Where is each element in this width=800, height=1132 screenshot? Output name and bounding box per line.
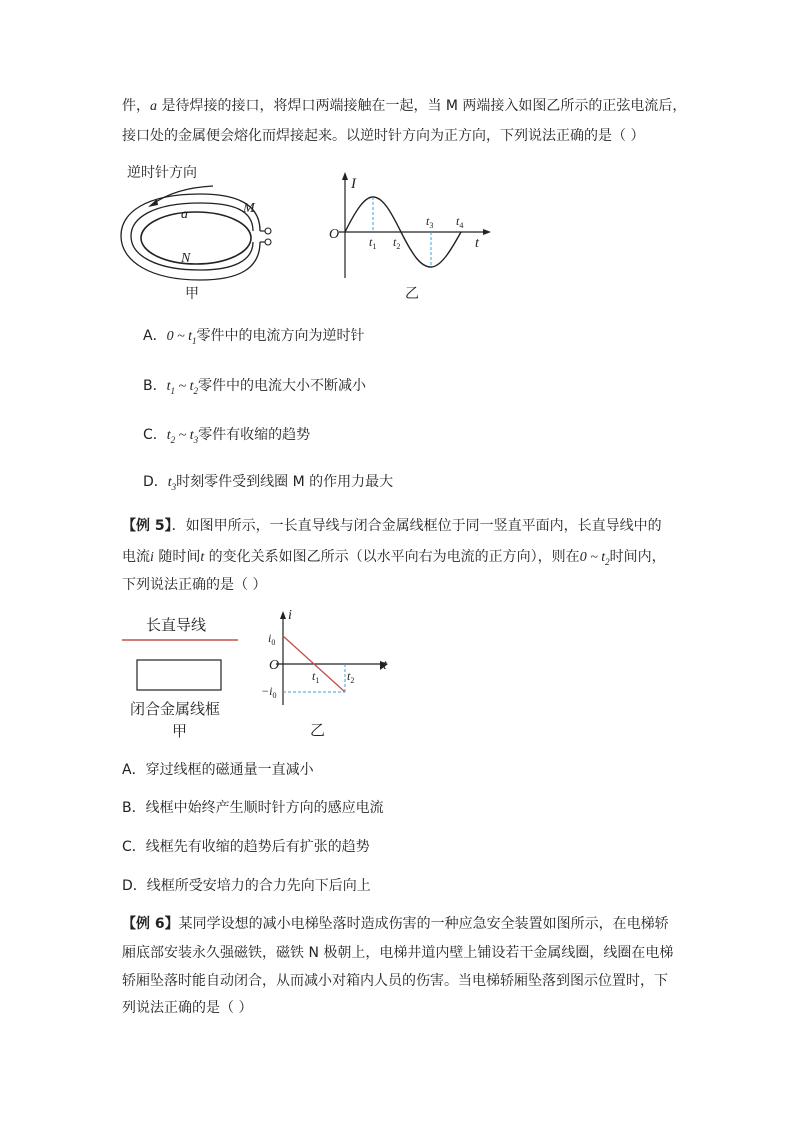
label-a: a bbox=[181, 207, 188, 222]
label-t-2: t bbox=[383, 658, 387, 673]
coil-M-inner bbox=[131, 203, 253, 270]
ex6-line-3: 轿厢坠落时能自动闭合，从而减小对箱内人员的伤害。当电梯轿厢坠落到图示位置时，下 bbox=[122, 973, 668, 989]
ccw-label: 逆时针方向 bbox=[127, 165, 197, 181]
ex5-line-1: 【例 5】．如图甲所示，一长直导线与闭合金属线框位于同一竖直平面内，长直导线中的 bbox=[122, 518, 662, 534]
intro-line-2: 接口处的金属便会熔化而焊接起来。以逆时针方向为正方向，下列说法正确的是（ ） bbox=[122, 128, 645, 144]
intro-text: 是待焊接的接口，将焊口两端接触在一起，当 M 两端接入如图乙所示的正弦电流后， bbox=[157, 98, 687, 114]
terminal-bottom bbox=[265, 239, 271, 245]
metal-frame bbox=[137, 660, 221, 690]
ex5-line-3: 下列说法正确的是（ ） bbox=[122, 577, 267, 593]
ex5-line-2: 电流i 随时间t 的变化关系如图乙所示（以水平向右为电流的正方向），则在0 ~ $t_2$时间内， bbox=[122, 549, 666, 567]
terminal-top bbox=[265, 228, 271, 234]
tick-t3: $t_3$ bbox=[426, 214, 434, 230]
label-i0: $i_0$ bbox=[268, 631, 276, 647]
coil-M-outer bbox=[121, 194, 260, 280]
q4-option-b[interactable]: B．$t_1$ ~ $t_2$零件中的电流大小不断减小 bbox=[143, 378, 366, 396]
q4-option-d[interactable]: D．$t_3$时刻零件受到线圈 M 的作用力最大 bbox=[143, 474, 394, 492]
label-N: N bbox=[181, 251, 191, 266]
figure-current-graph bbox=[258, 605, 398, 740]
q5-option-b[interactable]: B．线框中始终产生顺时针方向的感应电流 bbox=[122, 800, 384, 816]
label-neg-i0: $-i_0$ bbox=[261, 684, 277, 700]
q5-option-a[interactable]: A．穿过线框的磁通量一直减小 bbox=[122, 762, 314, 778]
caption-yi: 乙 bbox=[405, 286, 419, 302]
tick-t1-2: $t_1$ bbox=[312, 669, 320, 685]
figure-coil bbox=[115, 158, 295, 302]
ex5-tag: 【例 5】 bbox=[122, 518, 172, 534]
figure-sine-graph bbox=[325, 170, 495, 300]
var-a: a bbox=[150, 99, 157, 114]
ex6-line-1: 【例 6】某同学设想的减小电梯坠落时造成伤害的一种应急安全装置如图所示，在电梯轿 bbox=[122, 916, 669, 932]
caption-jia: 甲 bbox=[185, 286, 199, 302]
tick-t2-2: $t_2$ bbox=[347, 669, 355, 685]
frame-label: 闭合金属线框 bbox=[130, 700, 221, 718]
label-i: i bbox=[288, 608, 292, 623]
ex6-line-4: 列说法正确的是（ ） bbox=[122, 1000, 253, 1016]
label-O: O bbox=[329, 227, 340, 242]
label-t: t bbox=[475, 236, 479, 251]
caption-yi-2: 乙 bbox=[310, 721, 326, 739]
wire-label: 长直导线 bbox=[146, 616, 207, 634]
tick-t4: $t_4$ bbox=[456, 214, 464, 230]
label-I: I bbox=[351, 176, 356, 192]
intro-line-1 bbox=[122, 96, 686, 117]
q5-option-c[interactable]: C．线框先有收缩的趋势后有扩张的趋势 bbox=[122, 839, 370, 855]
tick-t2: $t_2$ bbox=[393, 235, 401, 251]
workpiece-N bbox=[141, 212, 251, 264]
ex6-tag: 【例 6】 bbox=[122, 916, 179, 932]
figure-wire-frame bbox=[120, 612, 250, 742]
q5-option-d[interactable]: D．线框所受安培力的合力先向下后向上 bbox=[122, 878, 371, 894]
label-O-2: O bbox=[269, 658, 280, 673]
caption-jia-2: 甲 bbox=[172, 722, 188, 740]
intro-text: 件， bbox=[122, 98, 150, 114]
label-M: M bbox=[243, 201, 255, 216]
tick-t1: $t_1$ bbox=[369, 235, 377, 251]
ex6-line-2: 厢底部安装永久强磁铁，磁铁 N 极朝上，电梯井道内壁上铺设若干金属线圈，线圈在电梯 bbox=[122, 945, 674, 961]
q4-option-a[interactable]: A．0 ~ $t_1$零件中的电流方向为逆时针 bbox=[143, 328, 365, 346]
q4-option-c[interactable]: C．$t_2$ ~ $t_3$零件有收缩的趋势 bbox=[143, 427, 311, 445]
